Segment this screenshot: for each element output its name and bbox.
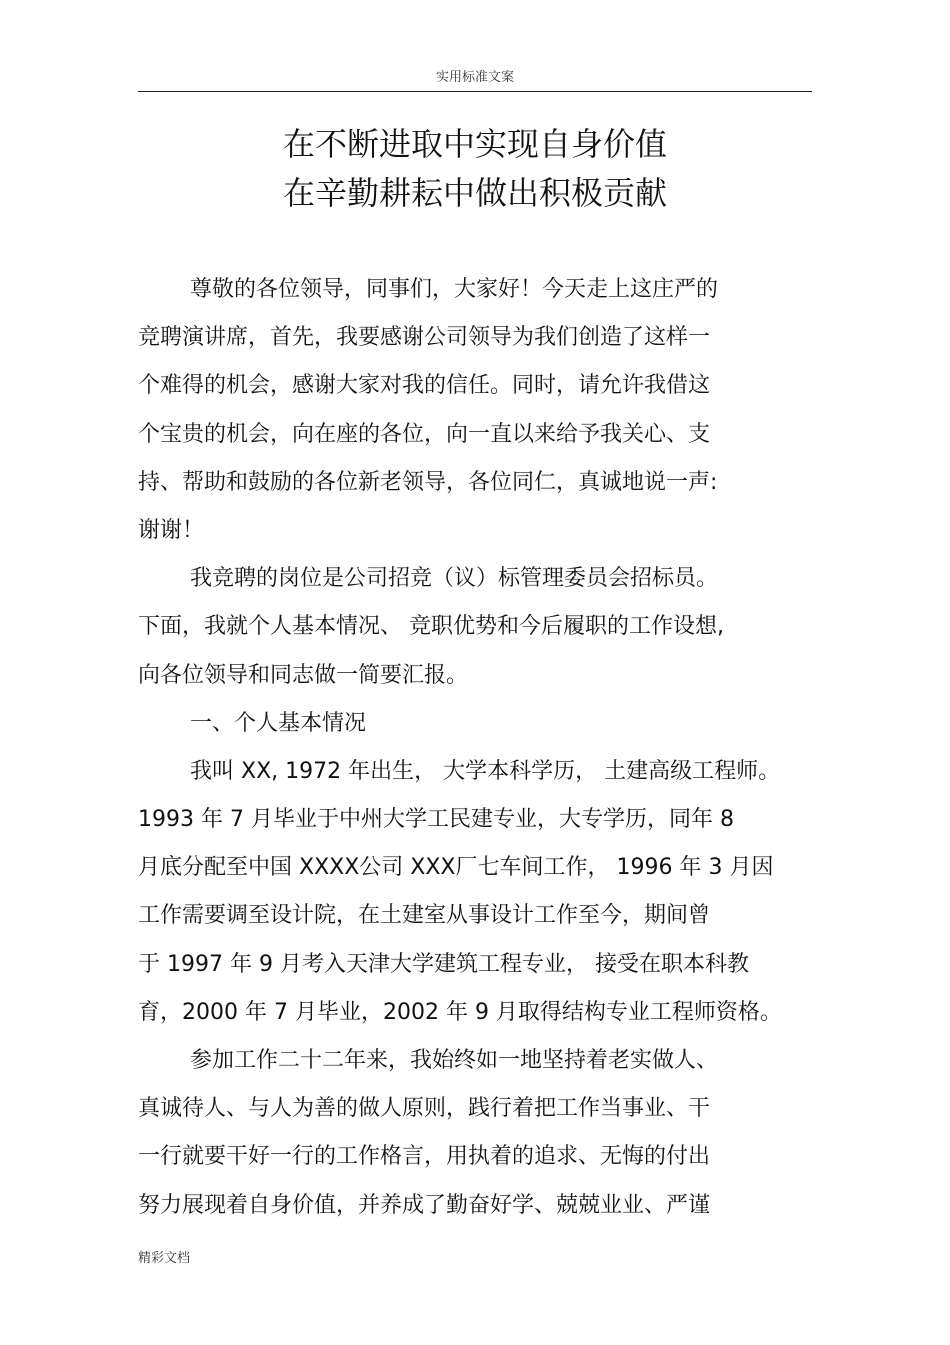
page-footer: 精彩文档 xyxy=(138,1251,191,1266)
text-line: 工作需要调至设计院，在土建室从事设计工作至今，期间曾 xyxy=(138,903,711,929)
text-line: 一、个人基本情况 xyxy=(190,710,367,736)
text-line: 我竞聘的岗位是公司招竞（议）标管理委员会招标员。 xyxy=(190,566,719,592)
text-line: 竞聘演讲席，首先，我要感谢公司领导为我们创造了这样一 xyxy=(138,325,711,351)
text-line: 我叫 XX, 1972 年出生， 大学本科学历， 土建高级工程师。 xyxy=(190,758,781,784)
text-line: 参加工作二十二年来，我始终如一地坚持着老实做人、 xyxy=(190,1048,719,1073)
text-line: 育，2000 年 7 月毕业，2002 年 9 月取得结构专业工程师资格。 xyxy=(138,999,782,1025)
text-line: 努力展现着自身价值，并养成了勤奋好学、兢兢业业、严谨 xyxy=(138,1192,711,1218)
text-line: 个难得的机会，感谢大家对我的信任。同时，请允许我借这 xyxy=(138,373,711,399)
body-text xyxy=(138,266,812,1230)
title-line-2: 在辛勤耕耘中做出积极贡献 xyxy=(282,174,667,212)
text-line: 个宝贵的机会，向在座的各位，向一直以来给予我关心、支 xyxy=(138,421,711,447)
header-divider xyxy=(138,91,812,92)
text-line: 一行就要干好一行的工作格言，用执着的追求、无悔的付出 xyxy=(138,1144,711,1170)
text-line: 尊敬的各位领导，同事们，大家好！今天走上这庄严的 xyxy=(190,277,719,302)
title-line-1: 在不断进取中实现自身价值 xyxy=(282,125,667,163)
page-header: 实用标准文案 xyxy=(435,70,514,85)
text-line: 谢谢！ xyxy=(138,517,205,543)
text-line: 真诚待人、与人为善的做人原则，践行着把工作当事业、干 xyxy=(138,1096,711,1122)
text-line: 持、帮助和鼓励的各位新老领导，各位同仁，真诚地说一声: xyxy=(138,469,718,495)
text-line: 下面，我就个人基本情况、 竞职优势和今后履职的工作设想, xyxy=(138,614,724,640)
text-line: 1993 年 7 月毕业于中州大学工民建专业，大专学历，同年 8 xyxy=(138,807,734,833)
text-line: 月底分配至中国 XXXX公司 XXX厂七车间工作， 1996 年 3 月因 xyxy=(138,855,774,881)
text-line: 向各位领导和同志做一简要汇报。 xyxy=(138,662,469,688)
text-line: 于 1997 年 9 月考入天津大学建筑工程专业， 接受在职本科教 xyxy=(138,951,749,977)
